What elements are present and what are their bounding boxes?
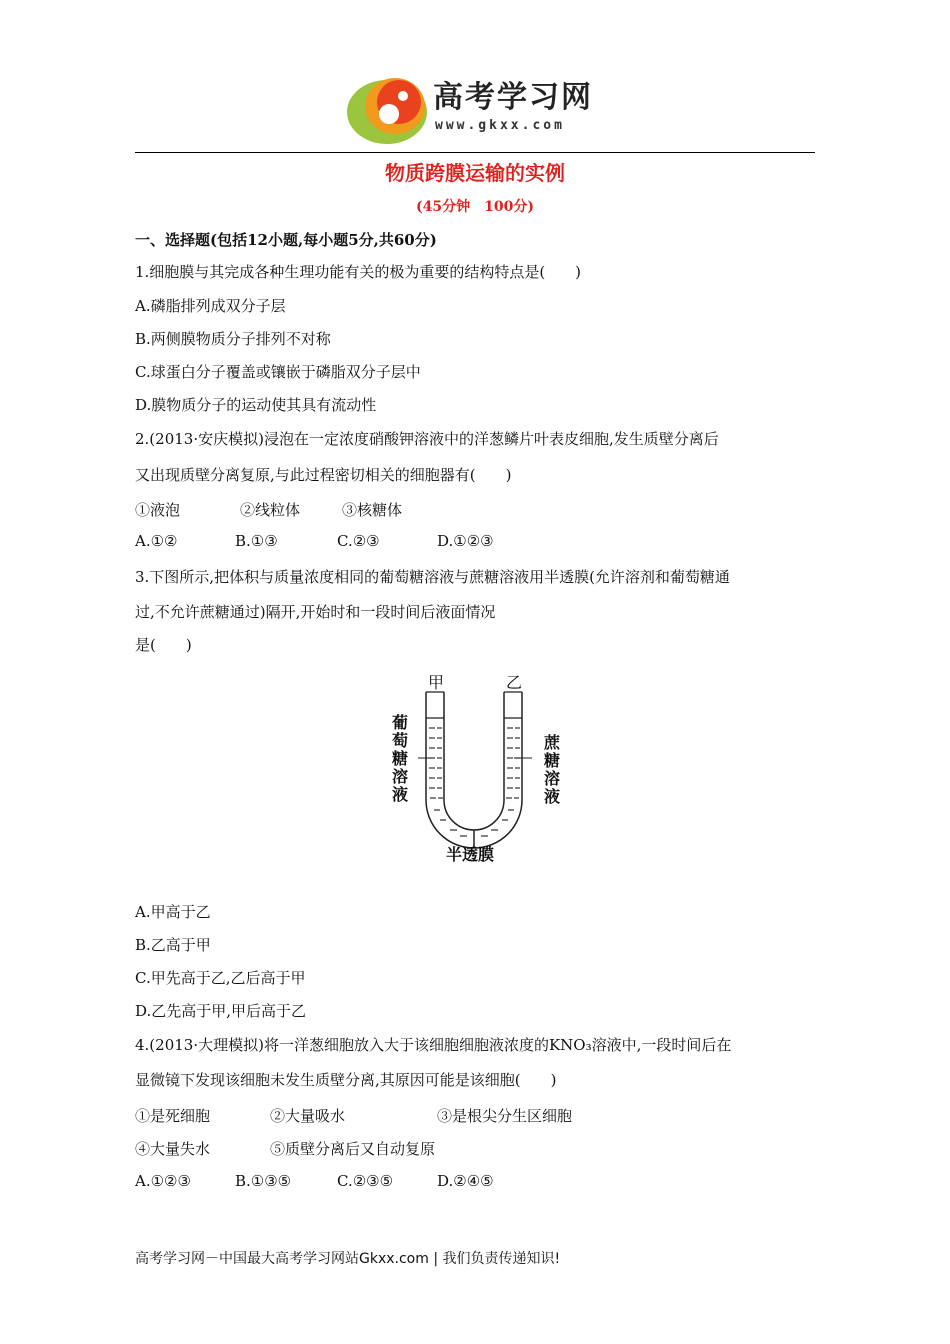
- q3-stem-line1: 3.下图所示,把体积与质量浓度相同的葡萄糖溶液与蔗糖溶液用半透膜(允许溶剂和葡萄糖通: [135, 568, 730, 586]
- q4-option-b: B.①③⑤: [235, 1172, 292, 1190]
- q2-option-c: C.②③: [337, 532, 380, 550]
- label-jia: 甲: [428, 673, 445, 692]
- header-divider: [135, 152, 815, 153]
- q4-stem-line1: 4.(2013·大理模拟)将一洋葱细胞放入大于该细胞细胞液浓度的KNO₃溶液中,一段时间后在: [135, 1036, 732, 1054]
- q4-item-3: ③是根尖分生区细胞: [437, 1107, 573, 1125]
- section-heading: 一、选择题(包括12小题,每小题5分,共60分): [135, 231, 437, 249]
- q3-option-c: C.甲先高于乙,乙后高于甲: [135, 969, 306, 987]
- site-logo: [345, 66, 625, 146]
- logo-url: www.gkxx.com: [435, 118, 565, 133]
- q1-option-b: B.两侧膜物质分子排列不对称: [135, 330, 331, 348]
- q4-item-1: ①是死细胞: [135, 1107, 211, 1125]
- label-yi: 乙: [506, 673, 523, 692]
- q2-option-a: A.①②: [135, 532, 178, 550]
- glucose-char-5: 液: [392, 785, 409, 804]
- q4-option-c: C.②③⑤: [337, 1172, 394, 1190]
- page-footer: 高考学习网－中国最大高考学习网站Gkxx.com | 我们负责传递知识!: [135, 1251, 561, 1267]
- sucrose-char-3: 溶: [544, 769, 561, 788]
- q3-option-a: A.甲高于乙: [135, 903, 211, 921]
- q3-stem-line3: 是( ): [135, 636, 192, 654]
- u-tube-diagram: [360, 670, 600, 870]
- q4-option-d: D.②④⑤: [437, 1172, 494, 1190]
- q2-item-3: ③核糖体: [342, 501, 403, 519]
- sucrose-char-2: 糖: [544, 751, 561, 770]
- q2-stem-line2: 又出现质壁分离复原,与此过程密切相关的细胞器有( ): [135, 466, 512, 484]
- q4-stem-line2: 显微镜下发现该细胞未发生质壁分离,其原因可能是该细胞( ): [135, 1071, 557, 1089]
- glucose-char-2: 萄: [392, 731, 409, 750]
- q2-option-b: B.①③: [235, 532, 278, 550]
- q3-option-d: D.乙先高于甲,甲后高于乙: [135, 1002, 307, 1020]
- q2-item-1: ①液泡: [135, 501, 181, 519]
- glucose-char-3: 糖: [392, 749, 409, 768]
- label-membrane: 半透膜: [446, 845, 495, 864]
- q4-item-4: ④大量失水: [135, 1140, 211, 1158]
- sucrose-char-4: 液: [544, 787, 561, 806]
- sucrose-char-1: 蔗: [544, 733, 561, 752]
- q2-item-2: ②线粒体: [240, 501, 301, 519]
- label-sucrose-solution: [544, 734, 564, 806]
- q1-option-c: C.球蛋白分子覆盖或镶嵌于磷脂双分子层中: [135, 363, 421, 381]
- logo-name: 高考学习网: [433, 80, 593, 115]
- glucose-char-4: 溶: [392, 767, 409, 786]
- q1-stem: 1.细胞膜与其完成各种生理功能有关的极为重要的结构特点是( ): [135, 263, 582, 281]
- q1-option-a: A.磷脂排列成双分子层: [135, 297, 286, 315]
- page-title: 物质跨膜运输的实例: [385, 161, 565, 185]
- q4-item-5: ⑤质壁分离后又自动复原: [270, 1140, 436, 1158]
- q2-stem-line1: 2.(2013·安庆模拟)浸泡在一定浓度硝酸钾溶液中的洋葱鳞片叶表皮细胞,发生质壁分离后: [135, 430, 719, 448]
- q4-item-2: ②大量吸水: [270, 1107, 346, 1125]
- q2-option-d: D.①②③: [437, 532, 494, 550]
- logo-emblem-icon: [345, 66, 435, 146]
- q3-stem-line2: 过,不允许蔗糖通过)隔开,开始时和一段时间后液面情况: [135, 603, 496, 621]
- glucose-char-1: 葡: [392, 713, 409, 732]
- q1-option-d: D.膜物质分子的运动使其具有流动性: [135, 396, 377, 414]
- q3-option-b: B.乙高于甲: [135, 936, 211, 954]
- q4-option-a: A.①②③: [135, 1172, 191, 1190]
- page-subtitle: (45分钟 100分): [416, 199, 534, 215]
- label-glucose-solution: [392, 714, 412, 804]
